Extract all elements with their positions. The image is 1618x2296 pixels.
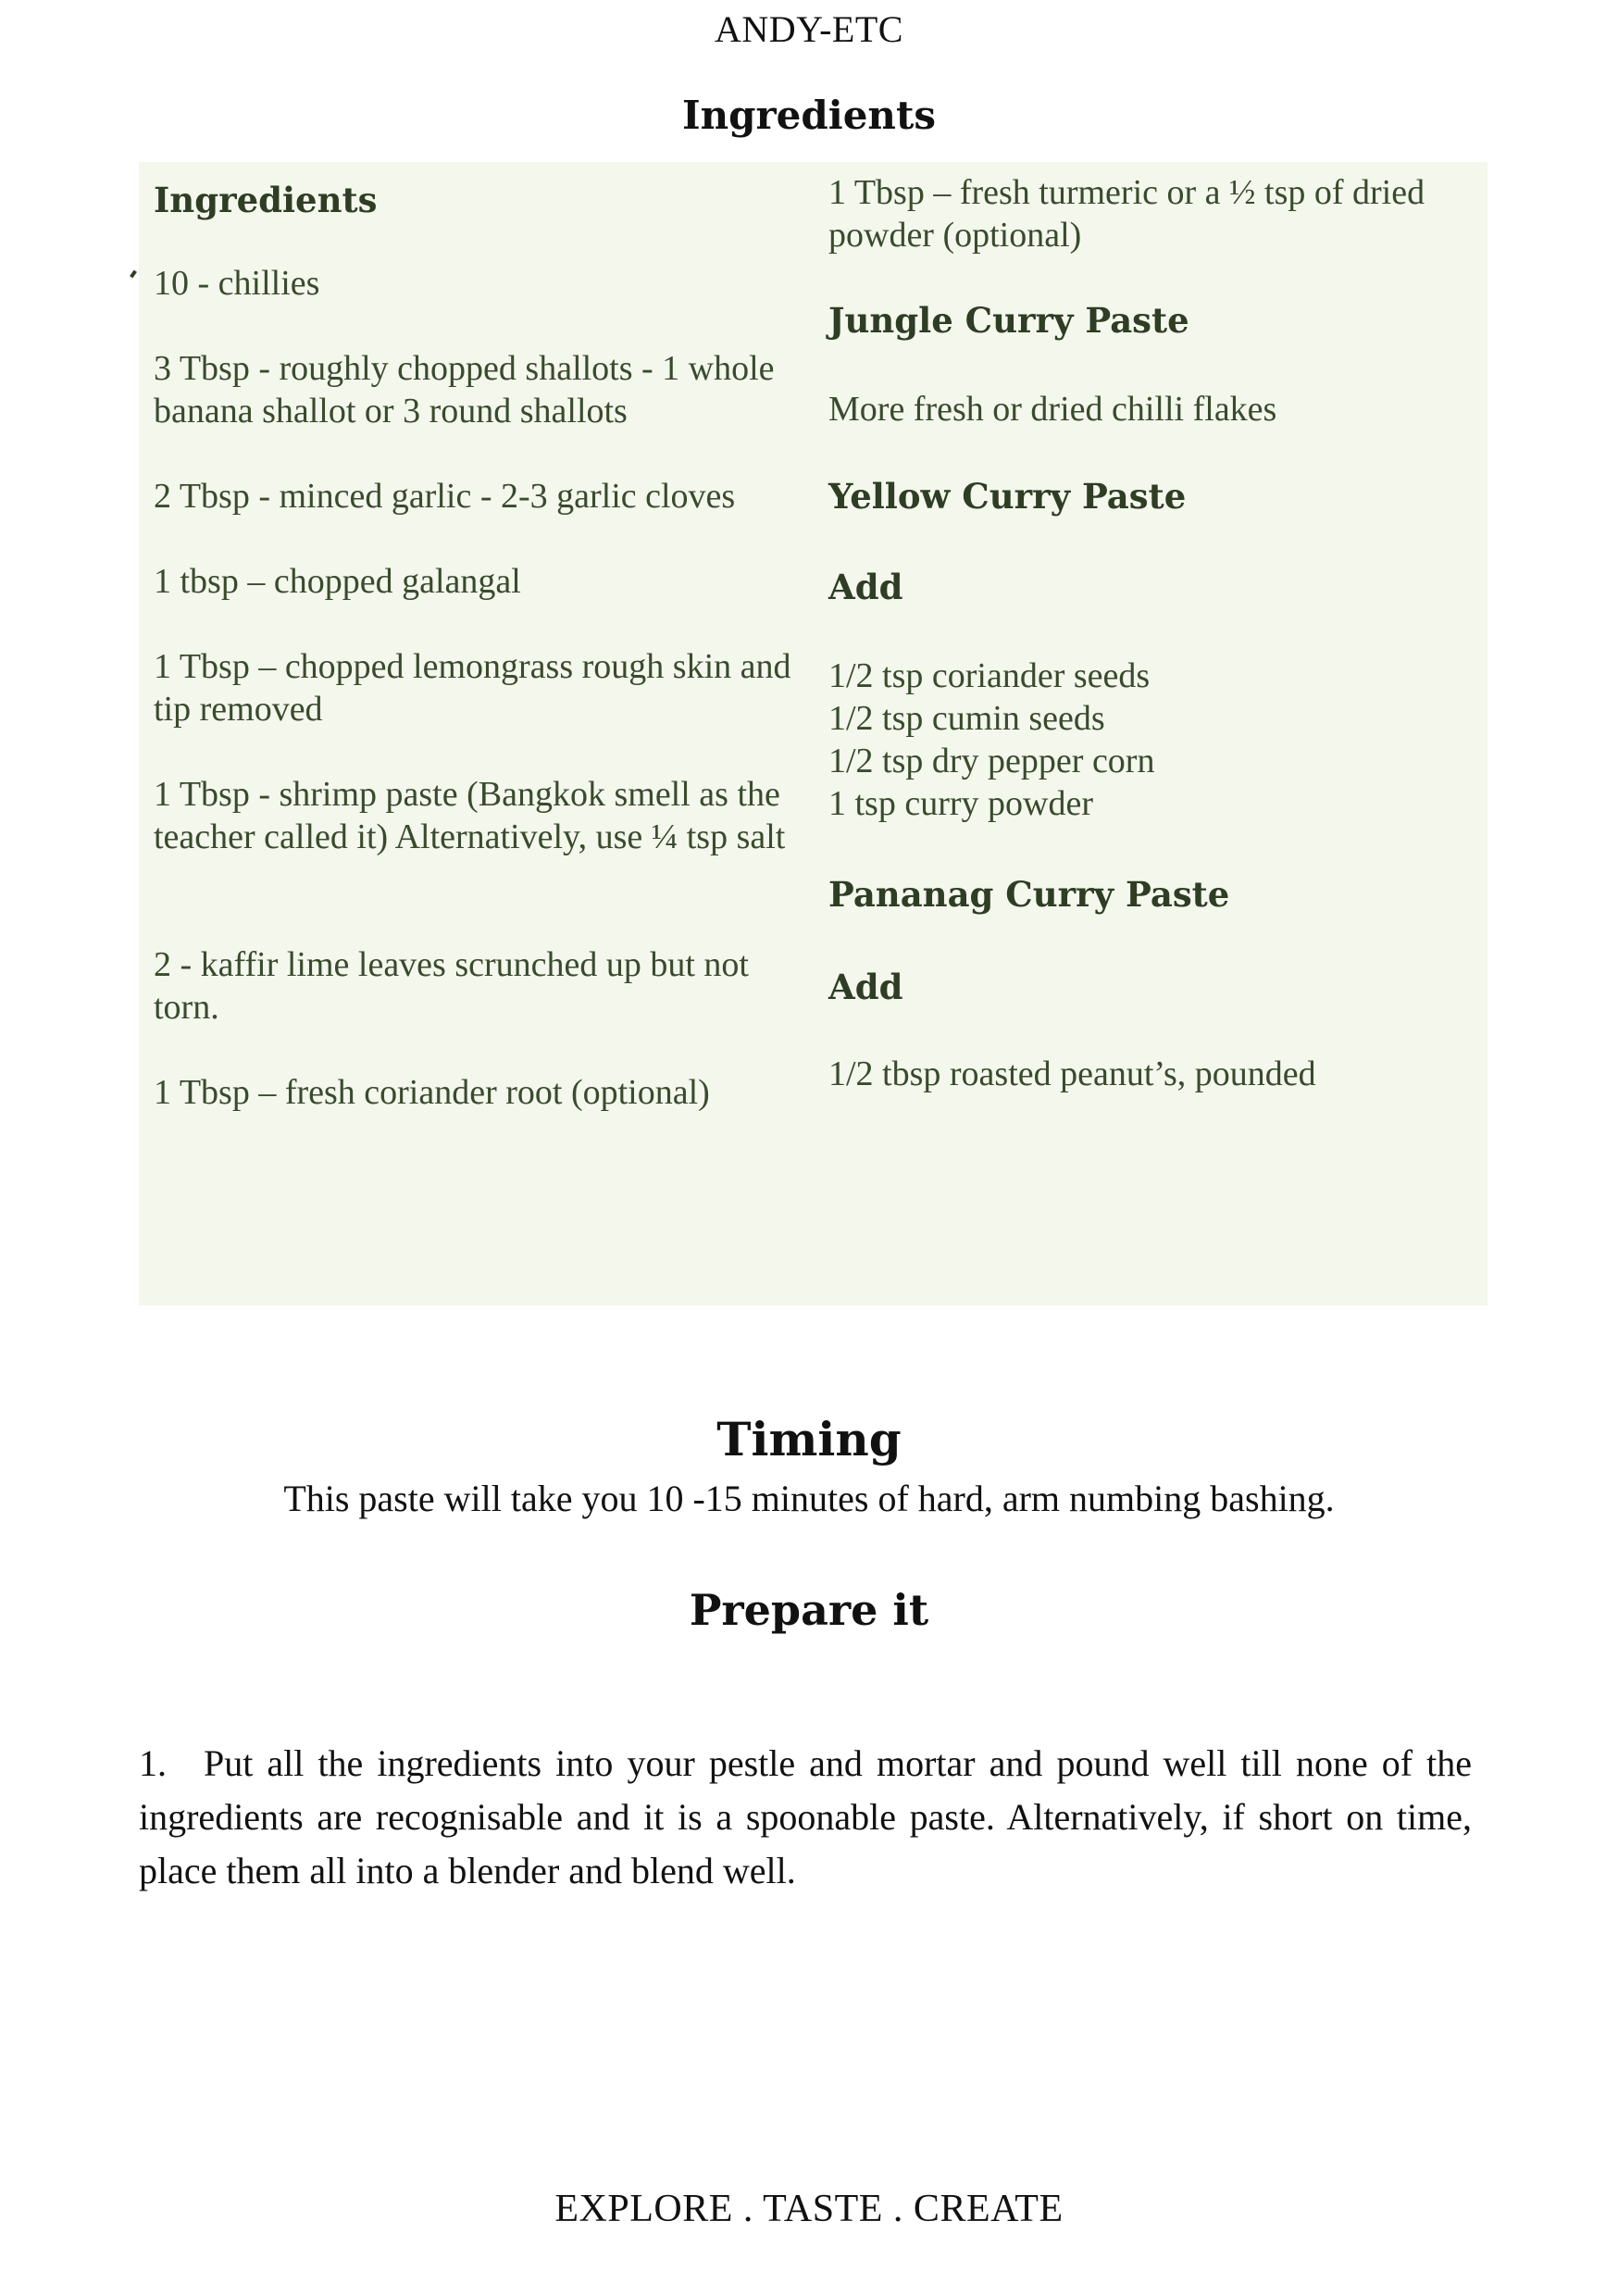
stray-mark [130, 270, 137, 279]
yellow-curry-item: 1/2 tsp coriander seeds [828, 656, 1151, 695]
brand-title: ANDY-ETC [715, 8, 903, 50]
ingredient-item: 1 Tbsp – fresh coriander root (optional) [154, 1073, 710, 1112]
footer-tagline: EXPLORE . TASTE . CREATE [554, 2188, 1064, 2230]
yellow-curry-heading: Yellow Curry Paste [828, 476, 1187, 517]
jungle-curry-heading: Jungle Curry Paste [828, 300, 1189, 341]
prepare-step [139, 1737, 1472, 1898]
timing-text: This paste will take you 10 -15 minutes of hard, arm numbing bashing. [283, 1478, 1335, 1519]
yellow-curry-item: 1 tsp curry powder [828, 784, 1093, 823]
ingredient-item: 2 Tbsp - minced garlic - 2-3 garlic cloves [154, 477, 736, 516]
timing-title: Timing [716, 1412, 902, 1466]
ingredient-item: 3 Tbsp - roughly chopped shallots - 1 whole banana shallot or 3 round shallots [154, 349, 775, 430]
panang-curry-add-label: Add [828, 967, 903, 1007]
ingredient-item: 2 - kaffir lime leaves scrunched up but not torn. [154, 945, 749, 1027]
yellow-curry-item: 1/2 tsp dry pepper corn [828, 742, 1155, 780]
step-text: Put all the ingredients into your pestle and mortar and pound well till none of the ingredients are recognisable and it is a spoonable paste. Alternatively, if short on time, place them all into a blender and blend well. [139, 1742, 1472, 1891]
yellow-curry-item: 1/2 tsp cumin seeds [828, 699, 1105, 738]
jungle-curry-text: More fresh or dried chilli flakes [828, 390, 1277, 429]
ingredients-panel [139, 162, 1487, 1305]
step-number: 1. [139, 1742, 167, 1784]
yellow-curry-add-label: Add [828, 567, 903, 607]
ingredients-section-title: Ingredients [681, 93, 937, 138]
ingredient-item: 1 tbsp – chopped galangal [154, 562, 521, 601]
panang-curry-text: 1/2 tbsp roasted peanut’s, pounded [828, 1054, 1316, 1093]
panang-curry-heading: Pananag Curry Paste [828, 874, 1230, 915]
prepare-title: Prepare it [689, 1585, 929, 1635]
ingredient-item: 10 - chillies [154, 264, 320, 303]
ingredient-item: 1 Tbsp - shrimp paste (Bangkok smell as the teacher called it) Alternatively, use ¼ tsp salt [154, 775, 786, 856]
ingredient-item: 1 Tbsp – chopped lemongrass rough skin and tip removed [154, 647, 791, 729]
turmeric-item: 1 Tbsp – fresh turmeric or a ½ tsp of dried powder (optional) [828, 173, 1425, 255]
ingredients-heading: Ingredients [154, 180, 378, 220]
